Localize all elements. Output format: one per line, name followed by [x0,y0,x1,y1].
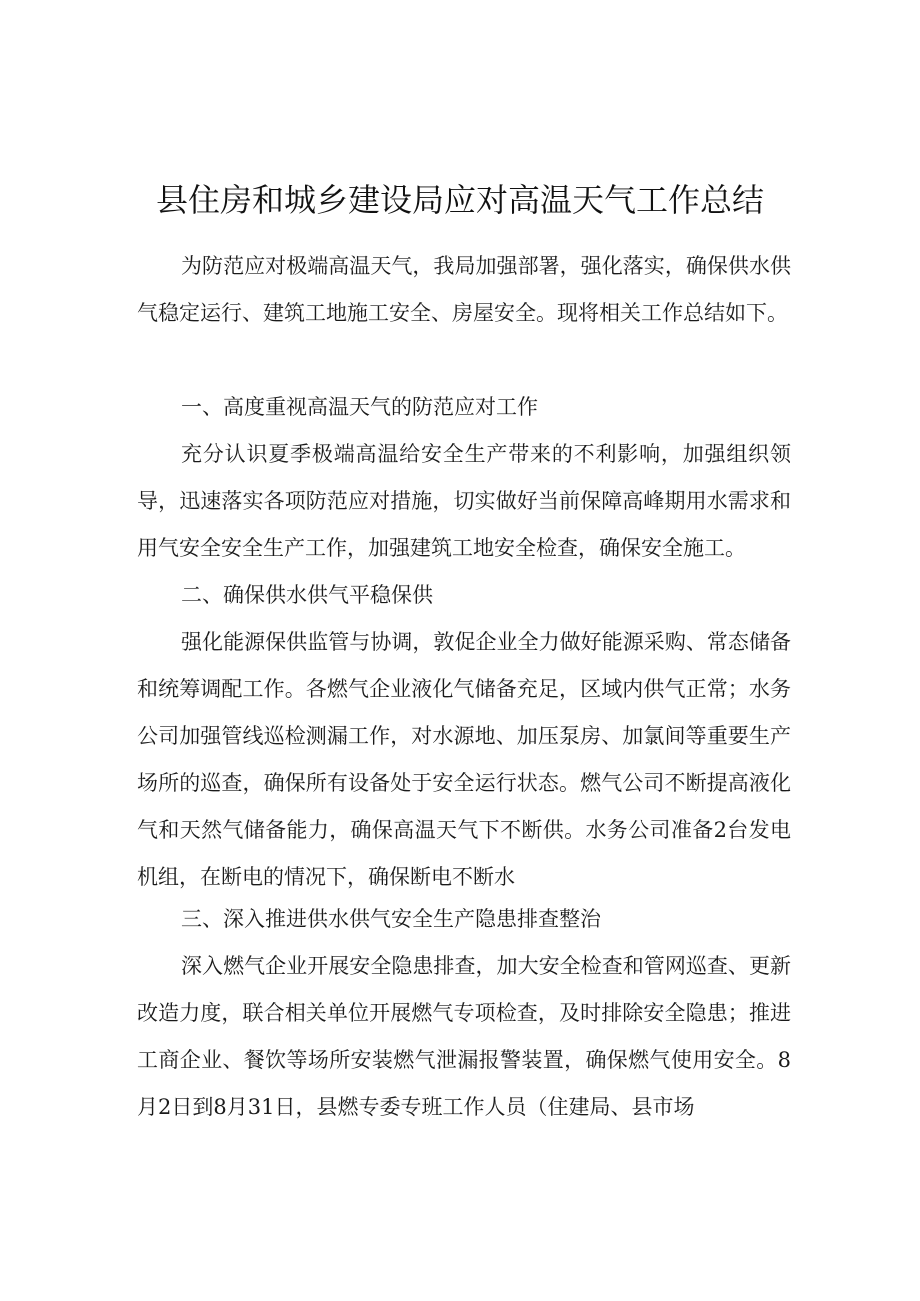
section-heading-3: 三、深入推进供水供气安全生产隐患排查整治 [181,907,601,931]
section-heading-1: 一、高度重视高温天气的防范应对工作 [181,395,538,419]
page-title: 县住房和城乡建设局应对高温天气工作总结 [155,181,764,219]
section-body-1: 充分认识夏季极端高温给安全生产带来的不利影响，加强组织领导，迅速落实各项防范应对措施，切实做好当前保障高峰期用水需求和用气安全安全生产工作，加强建筑工地安全检查，确保安全施工。 [137,442,791,560]
section-heading-2: 二、确保供水供气平稳保供 [181,583,433,607]
section-body-3: 深入燃气企业开展安全隐患排查，加大安全检查和管网巡查、更新改造力度，联合相关单位开展燃气专项检查，及时排除安全隐患；推进工商企业、餐饮等场所安装燃气泄漏报警装置，确保燃气使用安全。8月2日到8月31日，县燃专委专班工作人员（住建局、县市场 [137,954,791,1119]
section-body-2: 强化能源保供监管与协调，敦促企业全力做好能源采购、常态储备和统筹调配工作。各燃气企业液化气储备充足，区域内供气正常；水务公司加强管线巡检测漏工作，对水源地、加压泵房、加氯间等重要生产场所的巡查，确保所有设备处于安全运行状态。燃气公司不断提高液化气和天然气储备能力，确保高温天气下不断供。水务公司准备2台发电机组，在断电的情况下，确保断电不断水 [137,630,791,889]
intro-paragraph: 为防范应对极端高温天气，我局加强部署，强化落实，确保供水供气稳定运行、建筑工地施工安全、房屋安全。现将相关工作总结如下。 [137,254,791,325]
